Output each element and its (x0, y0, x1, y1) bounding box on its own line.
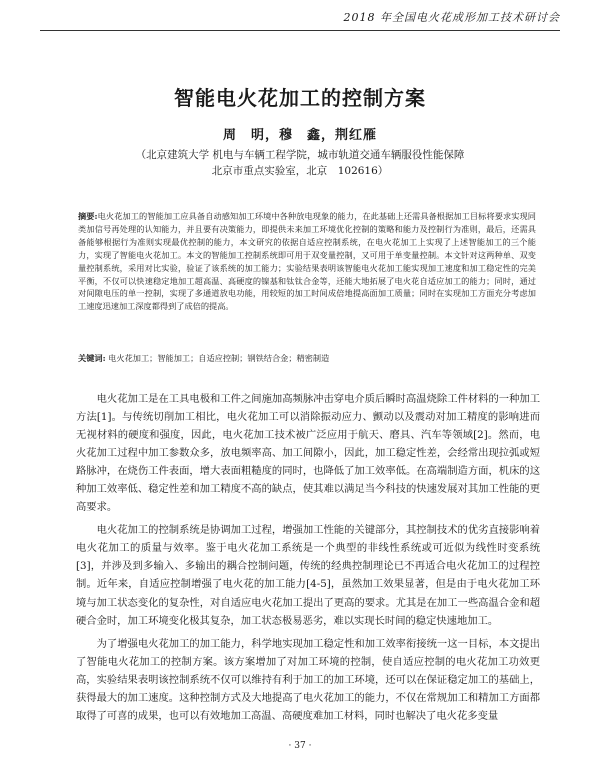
running-header (40, 8, 560, 31)
affiliation-line-1: （北京建筑大学 机电与车辆工程学院，城市轨道交通车辆服役性能保障 (135, 149, 465, 161)
paper-title: 智能电火花加工的控制方案 (174, 86, 426, 110)
body-text (76, 390, 540, 730)
paper-affiliation (0, 147, 600, 179)
running-header-text: 2018 年全国电火花成形加工技术研讨会 (343, 11, 560, 24)
body-paragraph-1: 电火花加工是在工具电极和工件之间施加高频脉冲击穿电介质后瞬时高温烧除工件材料的一种加工方法[1]。与传统切削加工相比，电火花加工可以消除振动应力、颤动以及震动对加工精度的影响进而无视材料的硬度和强度，因此，电火花加工技术被广泛应用于航天、磨具、汽车等领域[2]。然而，电火花加工过程中加工参数众多，放电频率高、加工间隙小，因此，加工稳定性差，会经常出现拉弧或短路脉冲，在烧伤工件表面，增大表面粗糙度的同时，也降低了加工效率低。在高端制造方面，机床的这种加工效率低、稳定性差和加工精度不高的缺点，使其难以满足当今科技的快速发展对其加工性能的更高要求。 (76, 393, 540, 514)
abstract-text: 电火花加工的智能加工应具备自动感知加工环境中各种放电现象的能力，在此基础上还需具备根据加工目标将要求实现同类加信号再处理的认知能力，并且要有决策能力，即提供未来加工环境优化控制的策略和能力及控制行为准则，最后，还需具备能够根据行为准则实现最优控制的能力，本文研究的依据自适应控制系统，在电火花加工上实现了上述智能加工的三个能力，实现了智能电火花加工。本文的智能加工控制系统即可用于双变量控制，又可用于单变量控制。本文针对这两种单、双变量控制系统，采用对比实验，验证了该系统的加工能力；实验结果表明该智能电火花加工能实现加工速度和加工稳定性的完美平衡，不仅可以快速稳定地加工超高温、高硬度的镍基和钛钛合金等，还能大地拓展了电火花自适应加工的能力；同时，通过对间隙电压的单一控制，实现了多通道放电功能，用较短的加工时间成倍地提高面加工质量；同时在实现加工方面充分考虑加工速度迅速加工深度都得到了成倍的提高。 (78, 211, 536, 312)
page-number: · 37 · (288, 741, 312, 751)
abstract (78, 210, 536, 313)
body-paragraph-3: 为了增强电火花加工的加工能力，科学地实现加工稳定性和加工效率衔接统一这一目标，本文提出了智能电火花加工的控制方案。该方案增加了对加工环境的控制，使自适应控制的电火花加工功效更高，实验结果表明该控制系统不仅可以维持有利于加工的加工环境，还可以在保证稳定加工的基础上，获得最大的加工速度。这种控制方式及大地提高了电火花加工的能力，不仅在常规加工和精加工方面都取得了可喜的成果，也可以有效地加工高温、高硬度难加工材料，同时也解决了电火花多变量 (76, 637, 540, 722)
keywords-text: 电火花加工；智能加工；自适应控制；钢铁结合金；精密制造 (108, 353, 330, 363)
abstract-label: 摘要: (78, 211, 98, 221)
keywords-label: 关键词: (78, 353, 106, 363)
paper-authors: 周 明，穆 鑫，荆红雁 (222, 128, 377, 143)
affiliation-line-2: 北京市重点实验室，北京 102616） (211, 165, 389, 177)
body-paragraph-2: 电火花加工的控制系统是协调加工过程，增强加工性能的关键部分，其控制技术的优劣直接影响着电火花加工的质量与效率。鉴于电火花加工系统是一个典型的非线性系统或可近似为线性时变系统[3]，并涉及到多输入、多输出的耦合控制问题，传统的经典控制理论已不再适合电火花加工的过程控制。近年来，自适应控制增强了电火花的加工能力[4-5]，虽然加工效果显著，但是由于电火花加工环境与加工状态变化的复杂性，对自适应电火花加工提出了更高的要求。尤其是在加工一些高温合金和超硬合金时，加工环境变化极其复杂，加工状态极易恶劣，难以实现长时间的稳定快速地加工。 (76, 524, 540, 627)
keywords (78, 352, 536, 364)
